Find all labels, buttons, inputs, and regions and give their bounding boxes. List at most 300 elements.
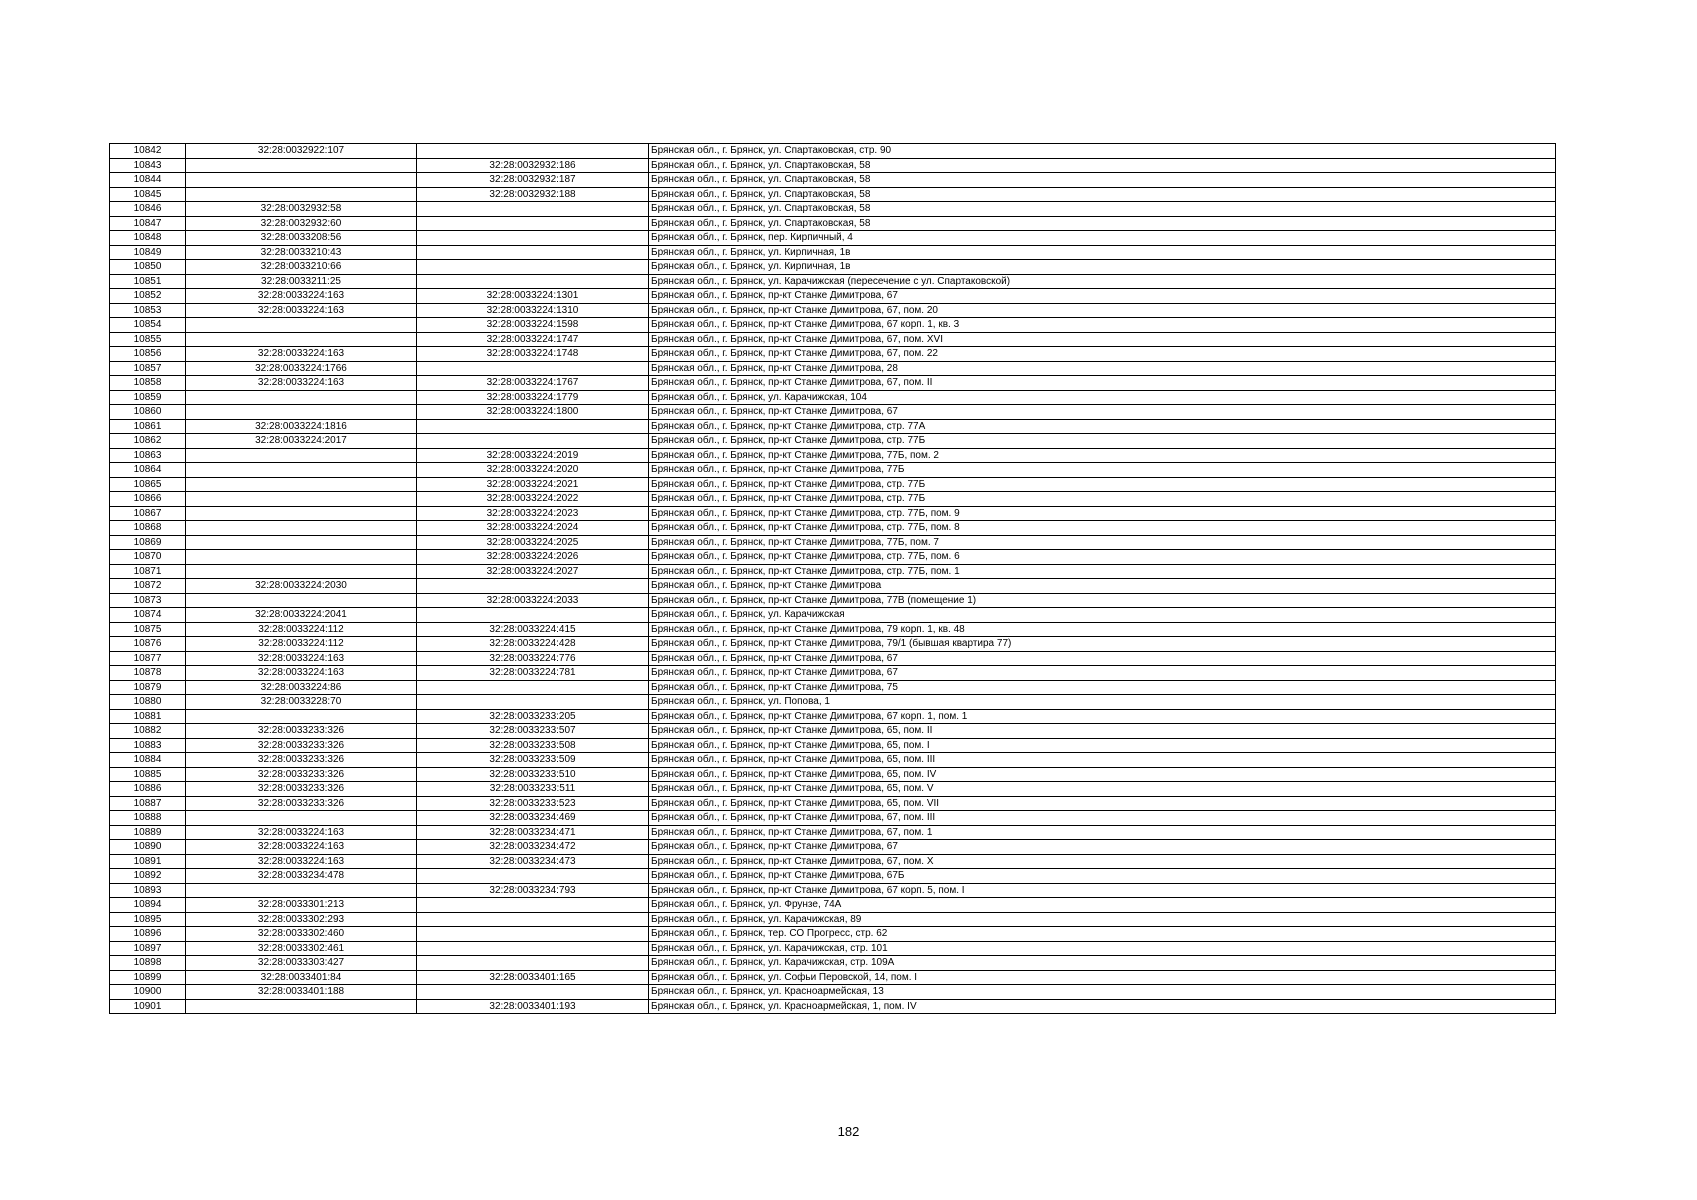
table-row [110, 318, 1556, 333]
table-row [110, 564, 1556, 579]
object-cadastral-number-cell: 32:28:0033233:509 [417, 753, 649, 768]
table-row [110, 912, 1556, 927]
land-cadastral-number-cell [186, 405, 417, 420]
land-cadastral-number-cell: 32:28:0033302:293 [186, 912, 417, 927]
row-number-cell: 10900 [110, 985, 186, 1000]
address-cell: Брянская обл., г. Брянск, ул. Кирпичная, 1в [649, 245, 1556, 260]
row-number-cell: 10894 [110, 898, 186, 913]
row-number-cell: 10865 [110, 477, 186, 492]
address-cell: Брянская обл., г. Брянск, пр-кт Станке Димитрова, 67, пом. 22 [649, 347, 1556, 362]
object-cadastral-number-cell: 32:28:0033224:2033 [417, 593, 649, 608]
address-cell: Брянская обл., г. Брянск, пр-кт Станке Димитрова, стр. 77Б, пом. 1 [649, 564, 1556, 579]
table-row [110, 767, 1556, 782]
land-cadastral-number-cell: 32:28:0033224:163 [186, 303, 417, 318]
row-number-cell: 10874 [110, 608, 186, 623]
row-number-cell: 10884 [110, 753, 186, 768]
object-cadastral-number-cell: 32:28:0033401:193 [417, 999, 649, 1014]
row-number-cell: 10873 [110, 593, 186, 608]
row-number-cell: 10899 [110, 970, 186, 985]
table-row [110, 941, 1556, 956]
row-number-cell: 10890 [110, 840, 186, 855]
address-cell: Брянская обл., г. Брянск, ул. Спартаковская, 58 [649, 187, 1556, 202]
table-row [110, 187, 1556, 202]
table-row [110, 202, 1556, 217]
row-number-cell: 10888 [110, 811, 186, 826]
object-cadastral-number-cell: 32:28:0033224:415 [417, 622, 649, 637]
land-cadastral-number-cell: 32:28:0033401:188 [186, 985, 417, 1000]
land-cadastral-number-cell: 32:28:0032932:58 [186, 202, 417, 217]
row-number-cell: 10901 [110, 999, 186, 1014]
table-row [110, 463, 1556, 478]
address-cell: Брянская обл., г. Брянск, ул. Карачижская (пересечение с ул. Спартаковской) [649, 274, 1556, 289]
table-row [110, 753, 1556, 768]
land-cadastral-number-cell [186, 506, 417, 521]
object-cadastral-number-cell: 32:28:0033224:1800 [417, 405, 649, 420]
land-cadastral-number-cell: 32:28:0033401:84 [186, 970, 417, 985]
address-cell: Брянская обл., г. Брянск, пр-кт Станке Димитрова, 65, пом. V [649, 782, 1556, 797]
land-cadastral-number-cell: 32:28:0032932:60 [186, 216, 417, 231]
table-row [110, 854, 1556, 869]
address-cell: Брянская обл., г. Брянск, ул. Спартаковская, 58 [649, 202, 1556, 217]
row-number-cell: 10872 [110, 579, 186, 594]
object-cadastral-number-cell [417, 231, 649, 246]
row-number-cell: 10867 [110, 506, 186, 521]
land-cadastral-number-cell [186, 463, 417, 478]
object-cadastral-number-cell [417, 985, 649, 1000]
row-number-cell: 10892 [110, 869, 186, 884]
row-number-cell: 10877 [110, 651, 186, 666]
land-cadastral-number-cell [186, 883, 417, 898]
land-cadastral-number-cell: 32:28:0033233:326 [186, 753, 417, 768]
address-cell: Брянская обл., г. Брянск, пр-кт Станке Димитрова, 67 корп. 1, пом. 1 [649, 709, 1556, 724]
land-cadastral-number-cell: 32:28:0033224:1816 [186, 419, 417, 434]
table-row [110, 956, 1556, 971]
object-cadastral-number-cell [417, 956, 649, 971]
land-cadastral-number-cell: 32:28:0033233:326 [186, 738, 417, 753]
table-row [110, 985, 1556, 1000]
table-row [110, 608, 1556, 623]
table-row [110, 216, 1556, 231]
row-number-cell: 10883 [110, 738, 186, 753]
table-row [110, 796, 1556, 811]
object-cadastral-number-cell: 32:28:0033224:2025 [417, 535, 649, 550]
table-row [110, 999, 1556, 1014]
row-number-cell: 10844 [110, 173, 186, 188]
table-row [110, 274, 1556, 289]
row-number-cell: 10848 [110, 231, 186, 246]
object-cadastral-number-cell: 32:28:0033224:2022 [417, 492, 649, 507]
table-row [110, 347, 1556, 362]
land-cadastral-number-cell: 32:28:0033233:326 [186, 796, 417, 811]
address-cell: Брянская обл., г. Брянск, пр-кт Станке Димитрова, 67 [649, 405, 1556, 420]
row-number-cell: 10887 [110, 796, 186, 811]
page-number: 182 [837, 1124, 860, 1139]
object-cadastral-number-cell: 32:28:0033234:473 [417, 854, 649, 869]
address-cell: Брянская обл., г. Брянск, ул. Красноармейская, 13 [649, 985, 1556, 1000]
land-cadastral-number-cell: 32:28:0033224:163 [186, 289, 417, 304]
row-number-cell: 10863 [110, 448, 186, 463]
table-row [110, 637, 1556, 652]
address-cell: Брянская обл., г. Брянск, пр-кт Станке Димитрова, 67, пом. 1 [649, 825, 1556, 840]
land-cadastral-number-cell [186, 709, 417, 724]
object-cadastral-number-cell [417, 202, 649, 217]
row-number-cell: 10855 [110, 332, 186, 347]
object-cadastral-number-cell: 32:28:0033224:1779 [417, 390, 649, 405]
row-number-cell: 10861 [110, 419, 186, 434]
object-cadastral-number-cell: 32:28:0032932:187 [417, 173, 649, 188]
address-cell: Брянская обл., г. Брянск, пр-кт Станке Димитрова, 67 корп. 1, кв. 3 [649, 318, 1556, 333]
land-cadastral-number-cell: 32:28:0033303:427 [186, 956, 417, 971]
table-row [110, 695, 1556, 710]
address-cell: Брянская обл., г. Брянск, ул. Спартаковская, 58 [649, 216, 1556, 231]
object-cadastral-number-cell: 32:28:0033224:2024 [417, 521, 649, 536]
row-number-cell: 10876 [110, 637, 186, 652]
table-row [110, 666, 1556, 681]
land-cadastral-number-cell: 32:28:0033224:163 [186, 651, 417, 666]
table-row [110, 521, 1556, 536]
row-number-cell: 10851 [110, 274, 186, 289]
table-row [110, 535, 1556, 550]
row-number-cell: 10853 [110, 303, 186, 318]
object-cadastral-number-cell [417, 869, 649, 884]
address-cell: Брянская обл., г. Брянск, пр-кт Станке Димитрова [649, 579, 1556, 594]
row-number-cell: 10870 [110, 550, 186, 565]
object-cadastral-number-cell: 32:28:0033224:2023 [417, 506, 649, 521]
land-cadastral-number-cell: 32:28:0033224:2017 [186, 434, 417, 449]
address-cell: Брянская обл., г. Брянск, пр-кт Станке Димитрова, 28 [649, 361, 1556, 376]
land-cadastral-number-cell [186, 448, 417, 463]
address-cell: Брянская обл., г. Брянск, пр-кт Станке Димитрова, стр. 77Б [649, 477, 1556, 492]
land-cadastral-number-cell [186, 999, 417, 1014]
land-cadastral-number-cell [186, 492, 417, 507]
land-cadastral-number-cell [186, 173, 417, 188]
object-cadastral-number-cell [417, 434, 649, 449]
object-cadastral-number-cell [417, 608, 649, 623]
row-number-cell: 10886 [110, 782, 186, 797]
table-row [110, 927, 1556, 942]
address-cell: Брянская обл., г. Брянск, ул. Спартаковская, 58 [649, 158, 1556, 173]
address-cell: Брянская обл., г. Брянск, пер. Кирпичный, 4 [649, 231, 1556, 246]
object-cadastral-number-cell: 32:28:0033233:523 [417, 796, 649, 811]
land-cadastral-number-cell: 32:28:0033224:112 [186, 622, 417, 637]
address-cell: Брянская обл., г. Брянск, пр-кт Станке Димитрова, 67, пом. II [649, 376, 1556, 391]
object-cadastral-number-cell [417, 216, 649, 231]
row-number-cell: 10866 [110, 492, 186, 507]
address-cell: Брянская обл., г. Брянск, ул. Спартаковская, 58 [649, 173, 1556, 188]
row-number-cell: 10845 [110, 187, 186, 202]
object-cadastral-number-cell [417, 361, 649, 376]
address-cell: Брянская обл., г. Брянск, пр-кт Станке Димитрова, 67, пом. XVI [649, 332, 1556, 347]
table-row [110, 144, 1556, 159]
land-cadastral-number-cell: 32:28:0033233:326 [186, 767, 417, 782]
object-cadastral-number-cell: 32:28:0033234:471 [417, 825, 649, 840]
row-number-cell: 10893 [110, 883, 186, 898]
land-cadastral-number-cell: 32:28:0033228:70 [186, 695, 417, 710]
table-row [110, 289, 1556, 304]
address-cell: Брянская обл., г. Брянск, тер. СО Прогресс, стр. 62 [649, 927, 1556, 942]
table-row [110, 390, 1556, 405]
row-number-cell: 10880 [110, 695, 186, 710]
object-cadastral-number-cell [417, 144, 649, 159]
address-cell: Брянская обл., г. Брянск, пр-кт Станке Димитрова, 65, пом. VII [649, 796, 1556, 811]
address-cell: Брянская обл., г. Брянск, пр-кт Станке Димитрова, стр. 77Б [649, 434, 1556, 449]
object-cadastral-number-cell [417, 927, 649, 942]
table-row [110, 361, 1556, 376]
address-cell: Брянская обл., г. Брянск, пр-кт Станке Димитрова, 67, пом. III [649, 811, 1556, 826]
address-cell: Брянская обл., г. Брянск, пр-кт Станке Димитрова, 75 [649, 680, 1556, 695]
table-row [110, 260, 1556, 275]
address-cell: Брянская обл., г. Брянск, ул. Фрунзе, 74А [649, 898, 1556, 913]
table-row [110, 709, 1556, 724]
object-cadastral-number-cell: 32:28:0033224:1310 [417, 303, 649, 318]
object-cadastral-number-cell: 32:28:0033224:781 [417, 666, 649, 681]
address-cell: Брянская обл., г. Брянск, пр-кт Станке Димитрова, 77Б [649, 463, 1556, 478]
row-number-cell: 10860 [110, 405, 186, 420]
land-cadastral-number-cell [186, 332, 417, 347]
address-cell: Брянская обл., г. Брянск, пр-кт Станке Димитрова, 67 [649, 666, 1556, 681]
land-cadastral-number-cell [186, 593, 417, 608]
object-cadastral-number-cell: 32:28:0033234:469 [417, 811, 649, 826]
object-cadastral-number-cell [417, 941, 649, 956]
object-cadastral-number-cell [417, 260, 649, 275]
object-cadastral-number-cell: 32:28:0033234:793 [417, 883, 649, 898]
address-cell: Брянская обл., г. Брянск, ул. Карачижская, стр. 109А [649, 956, 1556, 971]
land-cadastral-number-cell: 32:28:0033234:478 [186, 869, 417, 884]
object-cadastral-number-cell: 32:28:0033233:510 [417, 767, 649, 782]
land-cadastral-number-cell: 32:28:0033224:163 [186, 840, 417, 855]
row-number-cell: 10857 [110, 361, 186, 376]
table-row [110, 419, 1556, 434]
land-cadastral-number-cell: 32:28:0033224:2041 [186, 608, 417, 623]
address-cell: Брянская обл., г. Брянск, пр-кт Станке Димитрова, 65, пом. III [649, 753, 1556, 768]
address-cell: Брянская обл., г. Брянск, пр-кт Станке Димитрова, 79 корп. 1, кв. 48 [649, 622, 1556, 637]
land-cadastral-number-cell [186, 390, 417, 405]
land-cadastral-number-cell: 32:28:0033302:461 [186, 941, 417, 956]
land-cadastral-number-cell [186, 535, 417, 550]
table-row [110, 680, 1556, 695]
row-number-cell: 10859 [110, 390, 186, 405]
land-cadastral-number-cell: 32:28:0032922:107 [186, 144, 417, 159]
row-number-cell: 10871 [110, 564, 186, 579]
table-row [110, 405, 1556, 420]
land-cadastral-number-cell: 32:28:0033224:86 [186, 680, 417, 695]
land-cadastral-number-cell: 32:28:0033224:163 [186, 854, 417, 869]
object-cadastral-number-cell: 32:28:0033401:165 [417, 970, 649, 985]
object-cadastral-number-cell: 32:28:0033233:508 [417, 738, 649, 753]
table-row [110, 158, 1556, 173]
address-cell: Брянская обл., г. Брянск, пр-кт Станке Димитрова, 67 [649, 651, 1556, 666]
land-cadastral-number-cell: 32:28:0033224:163 [186, 825, 417, 840]
land-cadastral-number-cell: 32:28:0033224:112 [186, 637, 417, 652]
row-number-cell: 10858 [110, 376, 186, 391]
table-row [110, 724, 1556, 739]
land-cadastral-number-cell [186, 550, 417, 565]
object-cadastral-number-cell: 32:28:0033224:2026 [417, 550, 649, 565]
address-cell: Брянская обл., г. Брянск, пр-кт Станке Димитрова, 77В (помещение 1) [649, 593, 1556, 608]
object-cadastral-number-cell: 32:28:0033224:1767 [417, 376, 649, 391]
land-cadastral-number-cell [186, 477, 417, 492]
table-row [110, 782, 1556, 797]
object-cadastral-number-cell: 32:28:0033224:776 [417, 651, 649, 666]
table-row [110, 492, 1556, 507]
row-number-cell: 10864 [110, 463, 186, 478]
row-number-cell: 10885 [110, 767, 186, 782]
address-cell: Брянская обл., г. Брянск, пр-кт Станке Димитрова, 67 корп. 5, пом. I [649, 883, 1556, 898]
object-cadastral-number-cell [417, 695, 649, 710]
address-cell: Брянская обл., г. Брянск, пр-кт Станке Димитрова, 67, пом. X [649, 854, 1556, 869]
row-number-cell: 10849 [110, 245, 186, 260]
object-cadastral-number-cell: 32:28:0033234:472 [417, 840, 649, 855]
address-cell: Брянская обл., г. Брянск, пр-кт Станке Димитрова, 65, пом. II [649, 724, 1556, 739]
address-cell: Брянская обл., г. Брянск, ул. Спартаковская, стр. 90 [649, 144, 1556, 159]
object-cadastral-number-cell: 32:28:0032932:188 [417, 187, 649, 202]
land-cadastral-number-cell: 32:28:0033233:326 [186, 724, 417, 739]
row-number-cell: 10878 [110, 666, 186, 681]
address-cell: Брянская обл., г. Брянск, пр-кт Станке Димитрова, стр. 77Б [649, 492, 1556, 507]
object-cadastral-number-cell [417, 898, 649, 913]
land-cadastral-number-cell [186, 187, 417, 202]
address-cell: Брянская обл., г. Брянск, пр-кт Станке Димитрова, стр. 77А [649, 419, 1556, 434]
table-row [110, 173, 1556, 188]
address-cell: Брянская обл., г. Брянск, пр-кт Станке Димитрова, 67Б [649, 869, 1556, 884]
address-cell: Брянская обл., г. Брянск, ул. Карачижская, 104 [649, 390, 1556, 405]
address-cell: Брянская обл., г. Брянск, ул. Софьи Перовской, 14, пом. I [649, 970, 1556, 985]
row-number-cell: 10854 [110, 318, 186, 333]
land-cadastral-number-cell [186, 521, 417, 536]
registry-table-body [110, 144, 1556, 1014]
object-cadastral-number-cell [417, 419, 649, 434]
land-cadastral-number-cell: 32:28:0033301:213 [186, 898, 417, 913]
table-row [110, 303, 1556, 318]
object-cadastral-number-cell: 32:28:0033233:205 [417, 709, 649, 724]
land-cadastral-number-cell: 32:28:0033211:25 [186, 274, 417, 289]
table-row [110, 477, 1556, 492]
address-cell: Брянская обл., г. Брянск, ул. Карачижская [649, 608, 1556, 623]
land-cadastral-number-cell: 32:28:0033224:2030 [186, 579, 417, 594]
table-row [110, 622, 1556, 637]
object-cadastral-number-cell: 32:28:0033224:1747 [417, 332, 649, 347]
row-number-cell: 10898 [110, 956, 186, 971]
land-cadastral-number-cell [186, 158, 417, 173]
address-cell: Брянская обл., г. Брянск, пр-кт Станке Димитрова, 65, пом. IV [649, 767, 1556, 782]
address-cell: Брянская обл., г. Брянск, пр-кт Станке Димитрова, стр. 77Б, пом. 9 [649, 506, 1556, 521]
table-row [110, 506, 1556, 521]
row-number-cell: 10889 [110, 825, 186, 840]
row-number-cell: 10846 [110, 202, 186, 217]
row-number-cell: 10879 [110, 680, 186, 695]
address-cell: Брянская обл., г. Брянск, ул. Карачижская, 89 [649, 912, 1556, 927]
row-number-cell: 10847 [110, 216, 186, 231]
table-row [110, 898, 1556, 913]
row-number-cell: 10842 [110, 144, 186, 159]
address-cell: Брянская обл., г. Брянск, пр-кт Станке Димитрова, 79/1 (бывшая квартира 77) [649, 637, 1556, 652]
table-row [110, 869, 1556, 884]
land-cadastral-number-cell: 32:28:0033210:66 [186, 260, 417, 275]
row-number-cell: 10850 [110, 260, 186, 275]
row-number-cell: 10881 [110, 709, 186, 724]
land-cadastral-number-cell [186, 318, 417, 333]
object-cadastral-number-cell: 32:28:0033224:2019 [417, 448, 649, 463]
table-row [110, 245, 1556, 260]
table-row [110, 738, 1556, 753]
object-cadastral-number-cell: 32:28:0033224:2020 [417, 463, 649, 478]
land-cadastral-number-cell [186, 564, 417, 579]
address-cell: Брянская обл., г. Брянск, ул. Карачижская, стр. 101 [649, 941, 1556, 956]
row-number-cell: 10868 [110, 521, 186, 536]
land-cadastral-number-cell: 32:28:0033224:163 [186, 666, 417, 681]
object-cadastral-number-cell [417, 579, 649, 594]
land-cadastral-number-cell [186, 811, 417, 826]
object-cadastral-number-cell: 32:28:0033224:428 [417, 637, 649, 652]
table-row [110, 332, 1556, 347]
table-row [110, 825, 1556, 840]
table-row [110, 231, 1556, 246]
row-number-cell: 10882 [110, 724, 186, 739]
land-cadastral-number-cell: 32:28:0033302:460 [186, 927, 417, 942]
row-number-cell: 10891 [110, 854, 186, 869]
object-cadastral-number-cell [417, 274, 649, 289]
object-cadastral-number-cell: 32:28:0032932:186 [417, 158, 649, 173]
object-cadastral-number-cell: 32:28:0033224:2021 [417, 477, 649, 492]
address-cell: Брянская обл., г. Брянск, пр-кт Станке Димитрова, 77Б, пом. 7 [649, 535, 1556, 550]
address-cell: Брянская обл., г. Брянск, пр-кт Станке Димитрова, стр. 77Б, пом. 8 [649, 521, 1556, 536]
table-row [110, 550, 1556, 565]
row-number-cell: 10897 [110, 941, 186, 956]
row-number-cell: 10862 [110, 434, 186, 449]
table-row [110, 651, 1556, 666]
land-cadastral-number-cell: 32:28:0033233:326 [186, 782, 417, 797]
address-cell: Брянская обл., г. Брянск, пр-кт Станке Димитрова, стр. 77Б, пом. 6 [649, 550, 1556, 565]
object-cadastral-number-cell: 32:28:0033224:1598 [417, 318, 649, 333]
address-cell: Брянская обл., г. Брянск, ул. Попова, 1 [649, 695, 1556, 710]
table-row [110, 883, 1556, 898]
row-number-cell: 10875 [110, 622, 186, 637]
address-cell: Брянская обл., г. Брянск, пр-кт Станке Димитрова, 77Б, пом. 2 [649, 448, 1556, 463]
row-number-cell: 10869 [110, 535, 186, 550]
object-cadastral-number-cell [417, 912, 649, 927]
object-cadastral-number-cell [417, 680, 649, 695]
address-cell: Брянская обл., г. Брянск, пр-кт Станке Димитрова, 67, пом. 20 [649, 303, 1556, 318]
object-cadastral-number-cell [417, 245, 649, 260]
object-cadastral-number-cell: 32:28:0033224:2027 [417, 564, 649, 579]
land-cadastral-number-cell: 32:28:0033224:163 [186, 376, 417, 391]
table-row [110, 593, 1556, 608]
address-cell: Брянская обл., г. Брянск, ул. Кирпичная, 1в [649, 260, 1556, 275]
row-number-cell: 10856 [110, 347, 186, 362]
object-cadastral-number-cell: 32:28:0033233:511 [417, 782, 649, 797]
row-number-cell: 10895 [110, 912, 186, 927]
land-cadastral-number-cell: 32:28:0033210:43 [186, 245, 417, 260]
table-row [110, 970, 1556, 985]
land-cadastral-number-cell: 32:28:0033208:56 [186, 231, 417, 246]
address-cell: Брянская обл., г. Брянск, пр-кт Станке Димитрова, 65, пом. I [649, 738, 1556, 753]
land-cadastral-number-cell: 32:28:0033224:163 [186, 347, 417, 362]
object-cadastral-number-cell: 32:28:0033224:1301 [417, 289, 649, 304]
registry-table [109, 143, 1556, 1014]
object-cadastral-number-cell: 32:28:0033224:1748 [417, 347, 649, 362]
address-cell: Брянская обл., г. Брянск, ул. Красноармейская, 1, пом. IV [649, 999, 1556, 1014]
address-cell: Брянская обл., г. Брянск, пр-кт Станке Димитрова, 67 [649, 840, 1556, 855]
table-row [110, 840, 1556, 855]
table-row [110, 811, 1556, 826]
row-number-cell: 10896 [110, 927, 186, 942]
land-cadastral-number-cell: 32:28:0033224:1766 [186, 361, 417, 376]
row-number-cell: 10852 [110, 289, 186, 304]
row-number-cell: 10843 [110, 158, 186, 173]
table-row [110, 448, 1556, 463]
table-row [110, 579, 1556, 594]
object-cadastral-number-cell: 32:28:0033233:507 [417, 724, 649, 739]
